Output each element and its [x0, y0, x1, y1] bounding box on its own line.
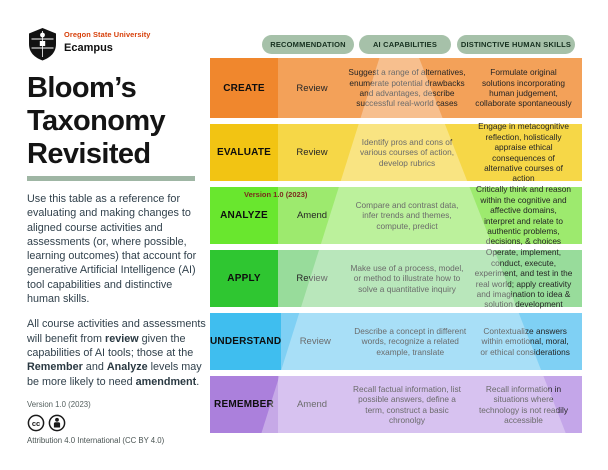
guidance-bold-amendment: amendment	[135, 375, 197, 388]
recommendation-cell: Review	[296, 147, 328, 158]
taxonomy-rows	[210, 58, 582, 433]
row-create	[210, 58, 582, 118]
guidance-bold-analyze: Analyze	[106, 361, 148, 374]
header-ai-capabilities: AI CAPABILITIES	[359, 35, 451, 54]
row-content-band	[278, 121, 582, 184]
level-cell-analyze: ANALYZE	[210, 187, 278, 244]
version-label: Version 1.0 (2023)	[27, 399, 91, 409]
logo-university-name: Oregon State University	[64, 30, 151, 39]
cc-icon	[27, 414, 45, 432]
row-remember	[210, 376, 582, 433]
cc-license-icons	[27, 414, 207, 432]
header-recommendation: RECOMMENDATION	[262, 35, 354, 54]
human-skills-cell: Engage in metacognitive reflection, holistically appraise ethical consequences of alternative courses of action	[478, 121, 569, 184]
version-note: Version 1.0 (2023)	[244, 190, 308, 199]
recommendation-cell: Amend	[296, 210, 328, 221]
row-content-band	[281, 313, 582, 370]
intro-paragraph: Use this table as a reference for evaluating and making changes to aligned course activities and assessments (or, where possible, learning outcomes) that account for generative Artificial Intelligence (AI) tool capabilities and distinctive human skills.	[27, 193, 197, 306]
ai-capabilities-cell: Identify pros and cons of various courses of action, develop rubrics	[359, 136, 455, 168]
ai-capabilities-cell: Recall factual information, list possible answers, define a term, construct a basic chronolgy	[353, 383, 461, 425]
row-content-band	[278, 58, 582, 118]
level-cell-create: CREATE	[210, 58, 278, 118]
level-cell-understand: UNDERSTAND	[210, 313, 281, 370]
taxonomy-table-area	[210, 35, 582, 439]
guidance-paragraph: All course activities and assessments will benefit from review given the capabilities of AI tools; those at the Remember and Analyze levels may be more likely to need amendment.	[27, 318, 206, 388]
human-skills-cell: Operate, implement, conduct, execute, experiment, and test in the real world; apply creativity and imagination to idea & solution development	[474, 247, 573, 310]
row-content-band	[278, 184, 582, 247]
row-content-band	[278, 247, 582, 310]
header-distinctive-human-skills: DISTINCTIVE HUMAN SKILLS	[457, 35, 575, 54]
human-skills-cell: Formulate original solutions incorporating human judgement, collaborate spontaneously	[475, 67, 572, 109]
recommendation-cell: Review	[299, 336, 331, 347]
svg-text:cc: cc	[31, 418, 41, 428]
guidance-bold-review: review	[105, 332, 139, 345]
recommendation-cell: Review	[296, 273, 328, 284]
human-skills-cell: Contextualize answers within emotional, moral, or ethical considerations	[480, 325, 570, 357]
human-skills-cell: Recall information in situations where technology is not readily accessible	[478, 383, 568, 425]
column-headers	[210, 35, 582, 54]
ai-capabilities-cell: Compare and contrast data, infer trends and themes, compute, predict	[355, 199, 459, 231]
page-title: Bloom’s Taxonomy Revisited	[27, 72, 166, 170]
row-understand	[210, 313, 582, 370]
attribution-person-icon	[48, 414, 66, 432]
row-content-band	[278, 376, 582, 433]
logo-unit-name: Ecampus	[64, 42, 113, 54]
row-analyze	[210, 184, 582, 247]
logo-text	[64, 27, 151, 54]
osu-ecampus-logo	[27, 27, 207, 61]
title-divider	[27, 176, 195, 181]
level-cell-apply: APPLY	[210, 250, 278, 307]
level-cell-evaluate: EVALUATE	[210, 124, 278, 181]
attribution-label: Attribution 4.0 International (CC BY 4.0)	[27, 435, 165, 445]
ai-capabilities-cell: Describe a concept in different words, recognize a related example, translate	[354, 325, 467, 357]
ai-capabilities-cell: Make use of a process, model, or method to illustrate how to solve a quantitative inquiry	[350, 262, 464, 294]
row-evaluate	[210, 121, 582, 184]
row-apply	[210, 247, 582, 310]
guidance-bold-remember: Remember	[27, 361, 83, 374]
osu-crest-icon	[27, 27, 58, 61]
recommendation-cell: Review	[296, 82, 328, 94]
human-skills-cell: Critically think and reason within the cognitive and affective domains, interpret and relate to authentic problems, decisions, & choices	[476, 184, 571, 247]
level-cell-remember: REMEMBER	[210, 376, 278, 433]
ai-capabilities-cell: Suggest a range of alternatives, enumerate potential drawbacks and advantages, describe successful real-world cases	[348, 67, 466, 109]
guidance-text: All course activities and assessments will benefit from	[27, 318, 206, 345]
sidebar	[27, 27, 207, 445]
recommendation-cell: Amend	[296, 399, 328, 410]
